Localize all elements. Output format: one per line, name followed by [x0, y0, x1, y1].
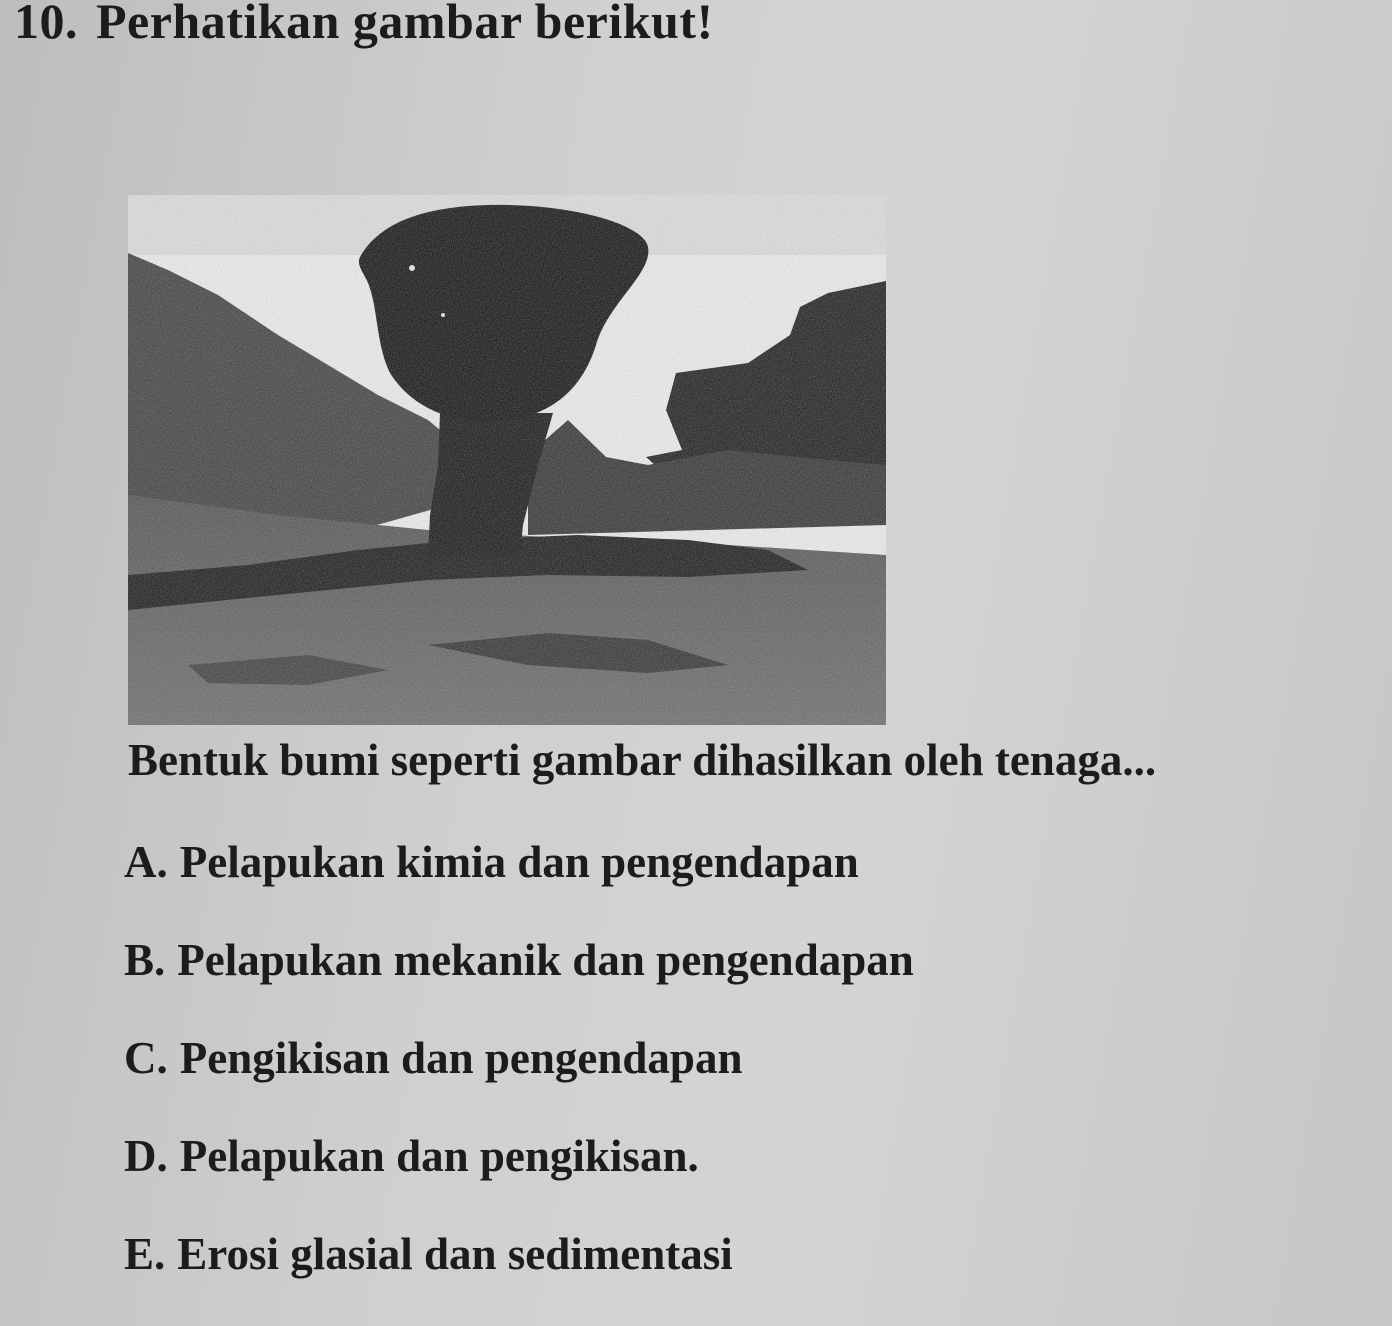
question-instruction: Perhatikan gambar berikut!: [96, 0, 714, 49]
option-d[interactable]: [124, 1130, 914, 1228]
option-text: Pengikisan dan pengendapan: [179, 1033, 743, 1083]
answer-options: [124, 836, 914, 1326]
option-e[interactable]: [124, 1228, 914, 1326]
option-letter: E.: [124, 1229, 166, 1279]
option-a[interactable]: [124, 836, 914, 934]
option-letter: B.: [124, 935, 166, 985]
option-text: Pelapukan dan pengikisan.: [179, 1131, 699, 1181]
option-b[interactable]: [124, 934, 914, 1032]
option-letter: C.: [124, 1033, 168, 1083]
option-text: Pelapukan mekanik dan pengendapan: [177, 935, 914, 985]
question-header: [14, 0, 714, 50]
question-prompt: Bentuk bumi seperti gambar dihasilkan oleh tenaga...: [128, 735, 1157, 785]
option-letter: A.: [124, 837, 168, 887]
option-letter: D.: [124, 1131, 168, 1181]
option-c[interactable]: [124, 1032, 914, 1130]
option-text: Erosi glasial dan sedimentasi: [177, 1229, 733, 1279]
option-text: Pelapukan kimia dan pengendapan: [179, 837, 859, 887]
balanced-rock-photo: [128, 195, 886, 725]
question-number: 10.: [14, 0, 78, 49]
